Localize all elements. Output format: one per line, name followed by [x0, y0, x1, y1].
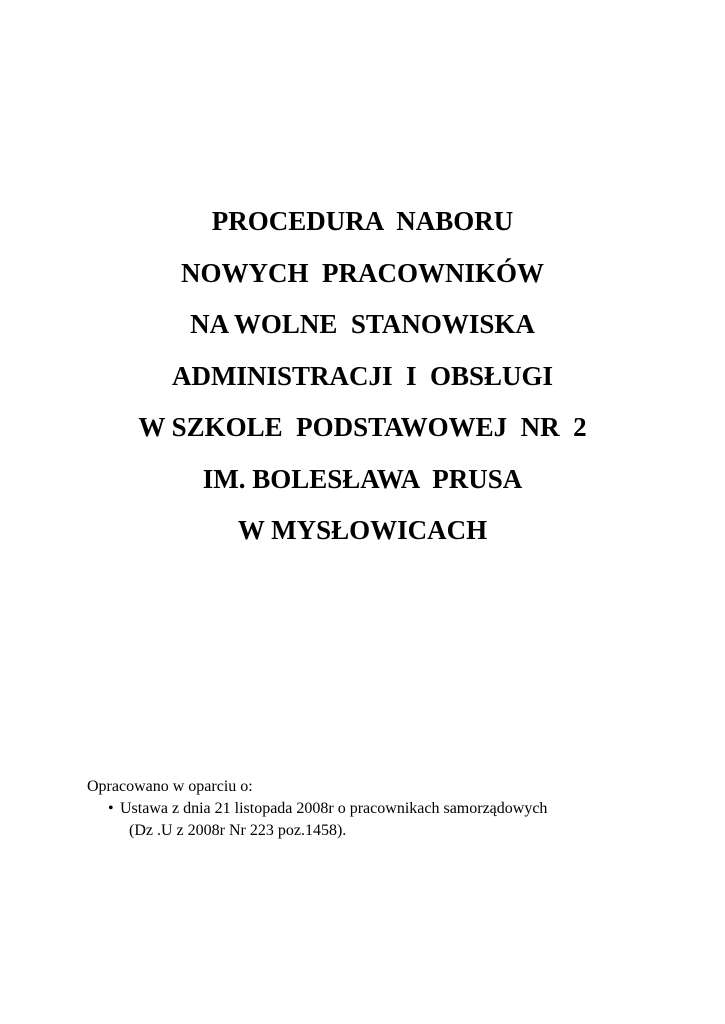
legal-basis-intro: Opracowano w oparciu o:: [87, 778, 253, 795]
legal-basis-list: [87, 798, 647, 842]
document-title: [0, 196, 725, 557]
title-line-3: NA WOLNE STANOWISKA: [190, 309, 535, 339]
title-line-5: W SZKOLE PODSTAWOWEJ NR 2: [138, 412, 587, 442]
title-line-1: PROCEDURA NABORU: [211, 206, 514, 236]
title-line-2: NOWYCH PRACOWNIKÓW: [181, 257, 544, 288]
title-line-4: ADMINISTRACJI I OBSŁUGI: [171, 360, 554, 391]
list-item: [87, 798, 647, 842]
legal-basis-section: [87, 776, 647, 842]
legal-act-citation: (Dz .U z 2008r Nr 223 poz.1458).: [129, 822, 347, 839]
bullet-icon: •: [108, 800, 114, 817]
title-line-7: W MYSŁOWICACH: [237, 515, 488, 545]
title-line-6: IM. BOLESŁAWA PRUSA: [202, 463, 523, 494]
legal-act-title: Ustawa z dnia 21 listopada 2008r o pracownikach samorządowych: [120, 800, 548, 817]
